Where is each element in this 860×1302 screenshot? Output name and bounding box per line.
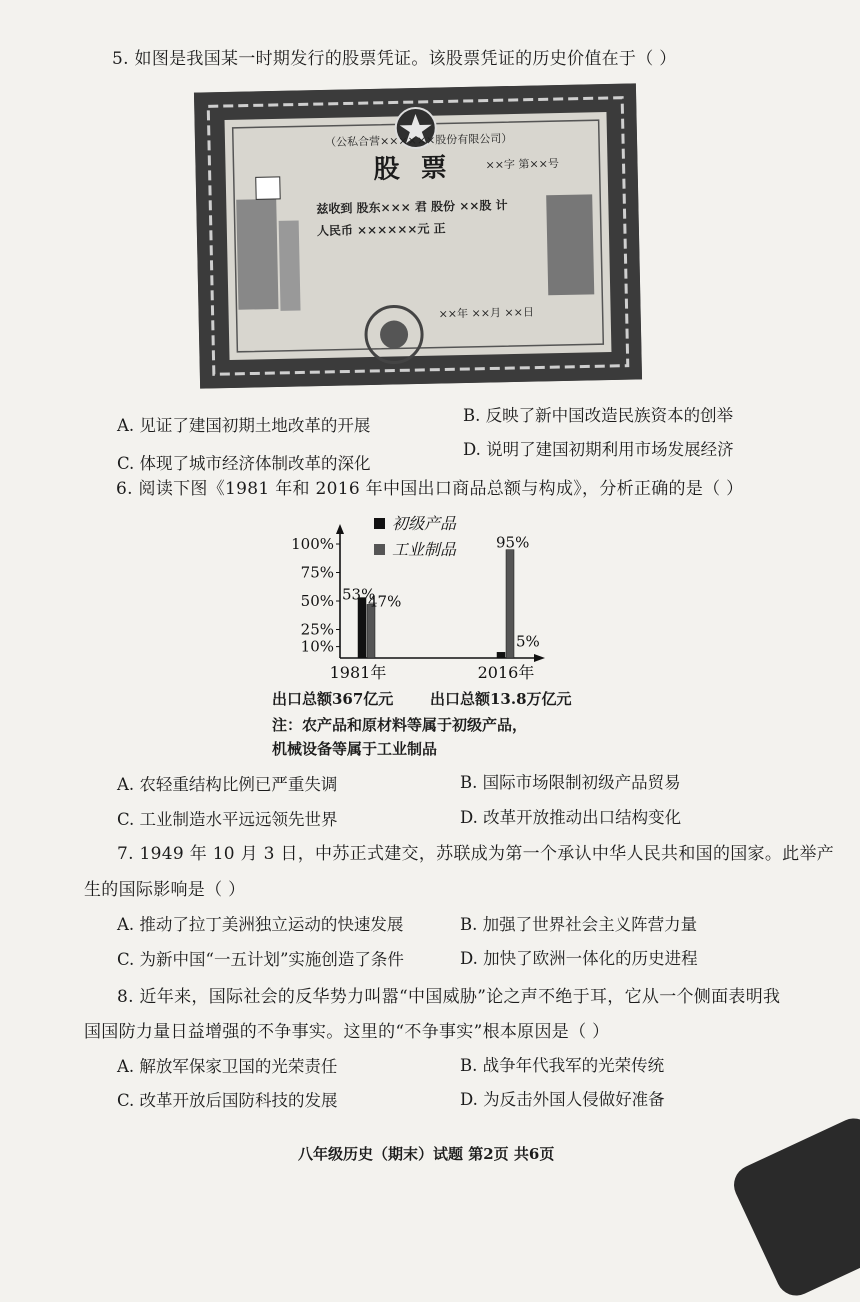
certificate-date: ××年 ××月 ××日	[438, 305, 535, 321]
data-label: 5%	[516, 632, 540, 651]
bar-primary-1	[497, 652, 505, 658]
q5-option-a: A. 见证了建国初期土地改革的开展	[117, 416, 371, 435]
y-tick-label: 10%	[300, 637, 334, 656]
chart-note-line-2: 机械设备等属于工业制品	[272, 740, 438, 758]
q5-stem: 5. 如图是我国某一时期发行的股票凭证。该股票凭证的历史价值在于（ ）	[112, 49, 677, 69]
scan-shadow	[727, 1112, 860, 1302]
y-axis-arrow	[336, 524, 344, 534]
q6-option-d: D. 改革开放推动出口结构变化	[460, 808, 682, 827]
certificate-title: 股 票	[373, 153, 453, 185]
data-label: 95%	[496, 533, 530, 552]
q6-stem: 6. 阅读下图《1981 年和 2016 年中国出口商品总额与构成》，分析正确的是（ ）	[116, 479, 744, 499]
y-tick-label: 75%	[300, 563, 334, 582]
x-axis-arrow	[534, 654, 545, 662]
q6-option-a: A. 农轻重结构比例已严重失调	[117, 775, 338, 794]
legend-label: 工业制品	[392, 540, 457, 559]
x-tick-label: 1981年	[329, 663, 387, 682]
x-tick-label: 2016年	[477, 663, 535, 682]
total-2016: 出口总额13.8万亿元	[430, 690, 572, 708]
certificate-line-4: 人民币 ××××××元 正	[316, 221, 446, 239]
q7-option-c: C. 为新中国“一五计划”实施创造了条件	[117, 950, 404, 969]
y-tick-label: 50%	[300, 592, 334, 610]
q8-stem-line-1: 8. 近年来，国际社会的反华势力叫嚣“中国威胁”论之声不绝于耳，它从一个侧面表明我	[117, 987, 781, 1007]
chart-note-line-1: 注：农产品和原材料等属于初级产品，	[272, 716, 528, 734]
data-label: 53%	[342, 585, 376, 604]
data-label: 47%	[368, 592, 402, 611]
q5-option-d: D. 说明了建国初期利用市场发展经济	[463, 440, 734, 459]
page-footer: 八年级历史（期末）试题 第2页 共6页	[298, 1145, 555, 1163]
q8-option-a: A. 解放军保家卫国的光荣责任	[117, 1057, 338, 1076]
q8-option-b: B. 战争年代我军的光荣传统	[460, 1056, 665, 1075]
q6-option-c: C. 工业制造水平远远领先世界	[117, 810, 338, 829]
q7-stem-line-1: 7. 1949 年 10 月 3 日，中苏正式建交，苏联成为第一个承认中华人民共和国的国家。此举产	[117, 844, 835, 864]
q8-option-c: C. 改革开放后国防科技的发展	[117, 1091, 338, 1110]
stock-certificate-image	[194, 83, 642, 388]
q7-stem-line-2: 生的国际影响是（ ）	[84, 880, 246, 900]
q7-option-d: D. 加快了欧洲一体化的历史进程	[460, 949, 698, 968]
q5-option-c: C. 体现了城市经济体制改革的深化	[117, 454, 371, 473]
q6-option-b: B. 国际市场限制初级产品贸易	[460, 773, 681, 792]
q7-option-b: B. 加强了世界社会主义阵营力量	[460, 915, 698, 934]
legend-swatch	[374, 518, 385, 529]
certificate-line-2: ××字 第××号	[485, 157, 560, 172]
certificate-line-1: （公私合营××××××股份有限公司）	[324, 132, 513, 149]
bar-industrial-1	[506, 550, 514, 658]
y-tick-label: 100%	[291, 535, 334, 553]
total-1981: 出口总额367亿元	[272, 690, 394, 708]
bar-industrial-0	[367, 604, 375, 658]
q7-option-a: A. 推动了拉丁美洲独立运动的快速发展	[117, 915, 404, 934]
certificate-line-3: 兹收到 股东××× 君 股份 ××股 计	[316, 198, 508, 217]
legend-label: 初级产品	[392, 514, 457, 533]
export-chart	[270, 508, 600, 688]
y-tick-label: 25%	[300, 620, 334, 639]
legend-swatch	[374, 544, 385, 555]
q5-option-b: B. 反映了新中国改造民族资本的创举	[463, 406, 734, 425]
bar-primary-0	[358, 598, 366, 658]
q8-option-d: D. 为反击外国人侵做好准备	[460, 1090, 665, 1109]
q8-stem-line-2: 国国防力量日益增强的不争事实。这里的“不争事实”根本原因是（ ）	[84, 1022, 610, 1042]
